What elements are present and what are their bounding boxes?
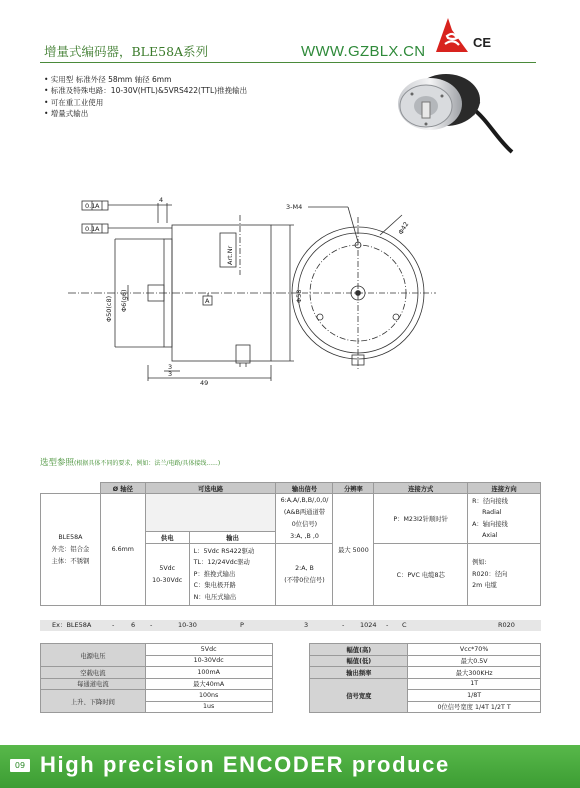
col-header: 输出信号 [276, 483, 333, 494]
connection-cell: P：M23I2针顺时针 [374, 494, 468, 544]
elec-label: 上升、下降时间 [41, 690, 146, 713]
example-part: Ex：BLE58A [52, 621, 92, 629]
supply-cell: 5Vdc 10-30Vdc [145, 544, 189, 606]
example-part: P [240, 621, 244, 629]
part-number-label: Art.Nr [226, 245, 234, 265]
electrical-table [40, 643, 541, 713]
header-divider [40, 62, 536, 63]
example-part: C [402, 621, 407, 629]
signal-cell: 6:A,A/,B,B/,0,0/ (A&B两通道带 0位信号) 3:A, ,B ,0 [276, 494, 333, 544]
elec-label: 空载电流 [41, 667, 146, 679]
example-part: 6 [131, 621, 136, 629]
example-part: 3 [304, 621, 309, 629]
technical-drawing [40, 195, 470, 395]
elec-value: 5Vdc [145, 644, 272, 656]
feature-item: • 可在重工业使用 [44, 97, 104, 107]
elec-value: Vcc*70% [408, 644, 541, 656]
datum-label: A [205, 297, 210, 305]
elec-value: 0位信号宽度 1/4T 1/2T T [408, 701, 541, 713]
elec-label: 电源电压 [41, 644, 146, 667]
selection-title: 选型参照 [40, 458, 75, 468]
example-part: 10-30 [178, 621, 197, 629]
elec-value: 最大0.5V [408, 655, 541, 667]
resolution-cell: 最大 5000 [333, 494, 374, 606]
dimension-label: 49 [200, 379, 209, 387]
example-part: R020 [498, 621, 515, 629]
feature-item: • 标准及特殊电路：10-30V(HTL)&5VRS422(TTL)推挽输出 [44, 86, 248, 96]
elec-value: 100ns [145, 690, 272, 702]
footer-slogan: High precision ENCODER produce [40, 752, 450, 777]
elec-label: 输出频率 [310, 667, 408, 679]
selection-note: (根据具体不同的要求，例如：法兰/电路/具体接线......) [74, 460, 221, 467]
dimension-label: Φ50(c8) [105, 295, 113, 322]
tolerance-ref: A [95, 225, 100, 233]
spec-table [40, 482, 541, 606]
ce-mark: CE [473, 35, 492, 50]
output-cell: L：5Vdc RS422驱动 TL：12/24Vdc驱动 P：推挽式输出 C：集电极开路 N：电压式输出 [189, 544, 276, 606]
dimension-label: 3 [168, 370, 173, 378]
direction-cell: R：径向接线 Radial A：轴向接线 Axial [468, 494, 541, 544]
elec-label: 幅值(高) [310, 644, 408, 656]
elec-value: 1us [145, 701, 272, 713]
elec-label: 每通道电流 [41, 678, 146, 690]
dimension-label: Φ58 [295, 289, 303, 303]
col-header: Ø 轴径 [100, 483, 145, 494]
elec-value: 1/8T [408, 690, 541, 702]
elec-label: 信号宽度 [310, 678, 408, 713]
supply-header: 供电 [145, 532, 189, 544]
feature-list [44, 74, 247, 119]
col-header: 可选电路 [145, 483, 276, 494]
col-header: 分辨率 [333, 483, 374, 494]
elec-value: 1T [408, 678, 541, 690]
dimension-label: Φ6(g6) [120, 289, 128, 312]
website-url: WWW.GZBLX.CN [301, 43, 426, 60]
example-part: - [386, 621, 389, 629]
dimension-label: 3-M4 [286, 203, 303, 211]
encoder-photo [388, 68, 518, 160]
page-title: 增量式编码器，BLE58A系列 [44, 44, 209, 59]
dimension-label: Φ42 [396, 220, 411, 236]
model-line: BLE58A [58, 533, 83, 541]
tolerance-value: 0.1 [85, 202, 96, 210]
example-part: - [150, 621, 153, 629]
example-part: - [112, 621, 115, 629]
model-line: 主体：不锈钢 [51, 557, 90, 565]
direction-cell-b: 例如: R020：径向 2m 电缆 [468, 544, 541, 606]
example-part: 1024 [360, 621, 377, 629]
tolerance-ref: A [95, 202, 100, 210]
elec-value: 最大300KHz [408, 667, 541, 679]
connection-cell-b: C：PVC 电缆8芯 [374, 544, 468, 606]
brand-logo-icon [434, 16, 470, 54]
model-line: 外壳：铝合金 [51, 545, 90, 553]
tolerance-value: 0.1 [85, 225, 96, 233]
dimension-label: 3 [168, 363, 173, 371]
col-header: 连接方式 [374, 483, 468, 494]
dimension-label: 4 [159, 196, 164, 204]
elec-value: 最大40mA [145, 678, 272, 690]
page-number: 09 [10, 759, 30, 772]
feature-item: • 增量式输出 [44, 108, 89, 118]
feature-item: • 实用型 标准外径 58mm 轴径 6mm [44, 75, 172, 84]
shaft-cell: 6.6mm [100, 494, 145, 606]
selection-heading [40, 456, 220, 468]
model-cell [41, 494, 101, 606]
col-header: 连接方向 [468, 483, 541, 494]
elec-label: 幅值(低) [310, 655, 408, 667]
signal-cell-b: 2:A, B (不带0位信号) [276, 544, 333, 606]
elec-value: 100mA [145, 667, 272, 679]
example-part: - [342, 621, 345, 629]
output-header: 输出 [189, 532, 276, 544]
example-code-row [40, 620, 541, 631]
elec-value: 10-30Vdc [145, 655, 272, 667]
